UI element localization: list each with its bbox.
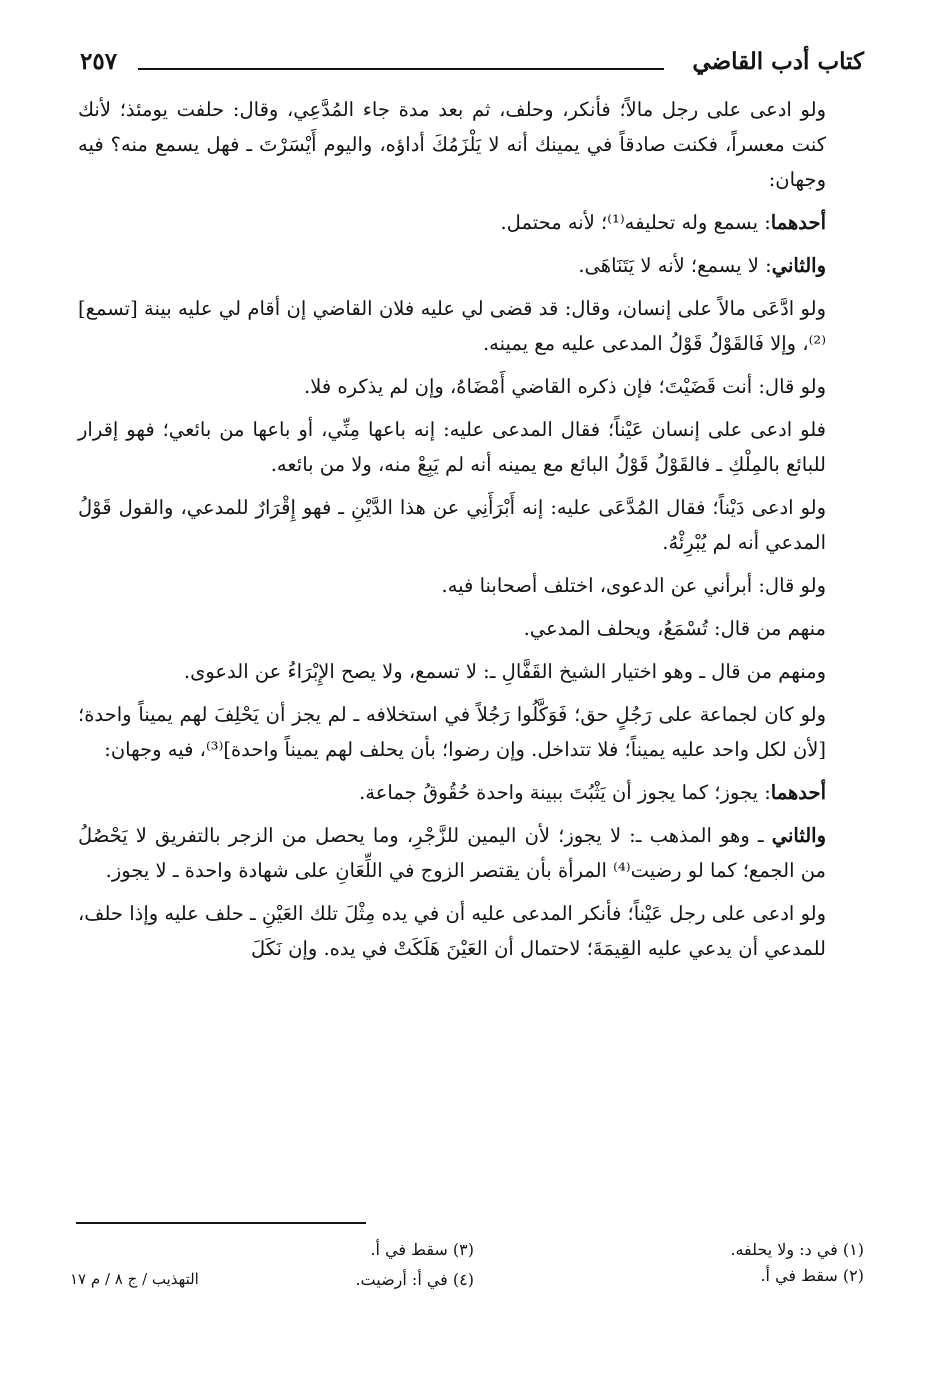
footnote: (٣) سقط في أ. bbox=[370, 1240, 474, 1259]
paragraph: والثاني ـ وهو المذهب ـ: لا يجوز؛ لأن اليمين للزَّجْرِ، وما يحصل من الزجر بالتفريق لا يَحْصُلُ من الجمع؛ كما لو رضيت⁽⁴⁾ المرأة بأن يقتصر الزوج في اللِّعَانِ على شهادة واحدة ـ لا يجوز. bbox=[78, 824, 826, 882]
paragraph: ولو ادعى على رجل عَيْناً؛ فأنكر المدعى عليه أن في يده مِثْلَ تلك العَيْنِ ـ حلف عليه وإذا حلف، للمدعي أن يدعي عليه القِيمَةَ؛ لاحتمال أن العَيْنَ هَلَكَتْ في يده. وإن نَكَلَ bbox=[78, 902, 826, 960]
paragraph-lead: أحدهما bbox=[770, 211, 826, 234]
paragraph: والثاني: لا يسمع؛ لأنه لا يَتَنَاهَى. bbox=[578, 254, 826, 277]
footnote: (١) في د: ولا يحلفه. bbox=[730, 1240, 864, 1259]
paragraph-lead: والثاني bbox=[771, 254, 826, 277]
header-rule bbox=[138, 68, 664, 70]
paragraph: ولو ادَّعَى مالاً على إنسان، وقال: قد قضى لي عليه فلان القاضي إن أقام لي عليه بينة [تسمع]⁽²⁾، وإلا فَالقَوْلُ قَوْلُ المدعى عليه مع يمينه. bbox=[78, 297, 826, 355]
page-body bbox=[78, 92, 864, 974]
printer-signature: التهذيب / ج ٨ / م ١٧ bbox=[70, 1270, 199, 1288]
paragraph: ولو قال: أبرأني عن الدعوى، اختلف أصحابنا فيه. bbox=[441, 574, 826, 597]
paragraph: ولو ادعى دَيْناً؛ فقال المُدَّعَى عليه: إنه أَبْرَأَنِي عن هذا الدَّيْنِ ـ فهو إِقْرَارٌ للمدعي، والقول قَوْلُ المدعي أنه لم يُبْرِئْهُ. bbox=[78, 496, 826, 554]
page-header bbox=[80, 40, 864, 84]
paragraph: منهم من قال: تُسْمَعُ، ويحلف المدعي. bbox=[523, 617, 826, 640]
paragraph: أحدهما: يجوز؛ كما يجوز أن يَثْبُتَ ببينة واحدة حُقُوقُ جماعة. bbox=[359, 781, 826, 804]
footnote: (٢) سقط في أ. bbox=[760, 1266, 864, 1285]
paragraph: ولو كان لجماعة على رَجُلٍ حق؛ فَوَكَّلُوا رَجُلاً في استخلافه ـ لم يجز أن يَحْلِفَ لهم يميناً واحدة؛ [لأن لكل واحد عليه يميناً؛ فلا تتداخل. وإن رضوا؛ بأن يحلف لهم يميناً واحدة]⁽³⁾، فيه وجهان: bbox=[78, 703, 826, 761]
paragraph-lead: والثاني bbox=[771, 824, 826, 847]
paragraph: ومنهم من قال ـ وهو اختيار الشيخ القَفَّالِ ـ: لا تسمع، ولا يصح الإِبْرَاءُ عن الدعوى. bbox=[183, 660, 826, 683]
paragraph: فلو ادعى على إنسان عَيْناً؛ فقال المدعى عليه: إنه باعها مِنِّي، أو باعها من بائعي؛ فهو إقرار للبائع بالمِلْكِ ـ فالقَوْلُ قَوْلُ البائع مع يمينه أنه لم يَبِعْ منه، ولا من بائعه. bbox=[78, 418, 826, 476]
footnote-rule bbox=[76, 1222, 366, 1224]
paragraph-lead: أحدهما bbox=[770, 781, 826, 804]
book-title: كتاب أدب القاضي bbox=[692, 48, 864, 75]
paragraph: ولو قال: أنت قَضَيْتَ؛ فإن ذكره القاضي أَمْضَاهُ، وإن لم يذكره فلا. bbox=[304, 375, 826, 398]
footnote: (٤) في أ: أرضيت. bbox=[355, 1270, 474, 1289]
paragraph: ولو ادعى على رجل مالاً؛ فأنكر، وحلف، ثم بعد مدة جاء المُدَّعِي، وقال: حلفت يومئذ؛ لأنك كنت معسراً، فكنت صادقاً في يمينك أنه لا يَلْزَمُكَ أداؤه، واليوم أَيْسَرْتَ ـ فهل يسمع منه؟ فيه وجهان: bbox=[78, 98, 826, 191]
paragraph: أحدهما: يسمع وله تحليفه⁽¹⁾؛ لأنه محتمل. bbox=[500, 211, 826, 234]
page-number: ٢٥٧ bbox=[80, 48, 118, 75]
